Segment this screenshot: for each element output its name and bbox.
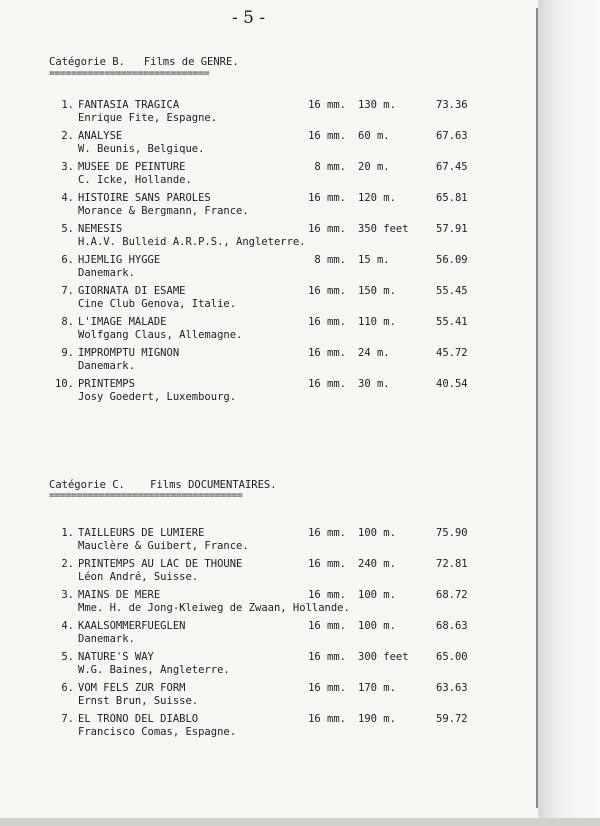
entry-number: 4. bbox=[61, 620, 74, 632]
entry-number: 2. bbox=[61, 130, 74, 142]
film-title: KAALSOMMERFUEGLEN bbox=[78, 620, 186, 632]
film-author: W.G. Baines, Angleterre. bbox=[78, 664, 230, 676]
film-length: 20 m. bbox=[358, 161, 390, 173]
film-title: PRINTEMPS AU LAC DE THOUNE bbox=[78, 558, 243, 570]
category-b-heading: Catégorie B. Films de GENRE. bbox=[49, 56, 239, 68]
film-entry bbox=[52, 589, 492, 619]
entry-number: 9. bbox=[61, 347, 74, 359]
page-margin-shadow bbox=[538, 0, 600, 826]
film-score: 63.63 bbox=[436, 682, 468, 694]
film-author: Ernst Brun, Suisse. bbox=[78, 695, 199, 707]
film-title: IMPROMPTU MIGNON bbox=[78, 347, 180, 359]
film-entry bbox=[52, 558, 492, 588]
entry-number: 6. bbox=[61, 254, 74, 266]
page-number: - 5 - bbox=[232, 8, 266, 28]
film-score: 45.72 bbox=[436, 347, 468, 359]
film-author: H.A.V. Bulleid A.R.P.S., Angleterre. bbox=[78, 236, 306, 248]
film-title: TAILLEURS DE LUMIERE bbox=[78, 527, 205, 539]
film-author: Cine Club Genova, Italie. bbox=[78, 298, 237, 310]
film-format: 16 mm. bbox=[308, 682, 346, 694]
film-entry bbox=[52, 99, 492, 129]
entry-number: 5. bbox=[61, 651, 74, 663]
entry-number: 2. bbox=[61, 558, 74, 570]
film-length: 190 m. bbox=[358, 713, 396, 725]
film-author: Wolfgang Claus, Allemagne. bbox=[78, 329, 243, 341]
film-title: NATURE'S WAY bbox=[78, 651, 154, 663]
film-length: 24 m. bbox=[358, 347, 390, 359]
film-format: 16 mm. bbox=[308, 620, 346, 632]
film-author: C. Icke, Hollande. bbox=[78, 174, 192, 186]
film-format: 16 mm. bbox=[308, 589, 346, 601]
category-c-heading: Catégorie C. Films DOCUMENTAIRES. bbox=[49, 479, 277, 491]
film-score: 67.63 bbox=[436, 130, 468, 142]
film-author: Mme. H. de Jong-Kleiweg de Zwaan, Hollande. bbox=[78, 602, 350, 614]
film-format: 16 mm. bbox=[308, 347, 346, 359]
entry-number: 1. bbox=[61, 99, 74, 111]
film-length: 240 m. bbox=[358, 558, 396, 570]
film-format: 16 mm. bbox=[308, 130, 346, 142]
page-bottom-edge bbox=[0, 818, 600, 826]
film-author: Josy Goedert, Luxembourg. bbox=[78, 391, 237, 403]
film-format: 16 mm. bbox=[308, 527, 346, 539]
film-author: Léon André, Suisse. bbox=[78, 571, 199, 583]
film-entry bbox=[52, 161, 492, 191]
film-entry bbox=[52, 347, 492, 377]
entry-number: 10. bbox=[55, 378, 74, 390]
film-title: MAINS DE MERE bbox=[78, 589, 161, 601]
film-score: 65.00 bbox=[436, 651, 468, 663]
film-format: 16 mm. bbox=[308, 192, 346, 204]
film-score: 40.54 bbox=[436, 378, 468, 390]
film-length: 100 m. bbox=[358, 620, 396, 632]
film-author: Enrique Fite, Espagne. bbox=[78, 112, 218, 124]
category-b-underline: ============================= bbox=[49, 68, 210, 79]
film-author: W. Beunis, Belgique. bbox=[78, 143, 205, 155]
film-author: Francisco Comas, Espagne. bbox=[78, 726, 237, 738]
film-score: 57.91 bbox=[436, 223, 468, 235]
film-length: 350 feet bbox=[358, 223, 409, 235]
film-format: 16 mm. bbox=[308, 285, 346, 297]
film-length: 300 feet bbox=[358, 651, 409, 663]
page-edge-line bbox=[536, 8, 538, 808]
film-entry bbox=[52, 223, 492, 253]
film-format: 16 mm. bbox=[308, 223, 346, 235]
film-format: 16 mm. bbox=[308, 99, 346, 111]
film-score: 75.90 bbox=[436, 527, 468, 539]
film-title: GIORNATA DI ESAME bbox=[78, 285, 186, 297]
film-score: 72.81 bbox=[436, 558, 468, 570]
film-score: 56.09 bbox=[436, 254, 468, 266]
film-author: Morance & Bergmann, France. bbox=[78, 205, 249, 217]
film-entry bbox=[52, 254, 492, 284]
film-title: HJEMLIG HYGGE bbox=[78, 254, 161, 266]
film-entry bbox=[52, 620, 492, 650]
film-length: 15 m. bbox=[358, 254, 390, 266]
film-length: 100 m. bbox=[358, 527, 396, 539]
film-score: 68.63 bbox=[436, 620, 468, 632]
film-author: Danemark. bbox=[78, 360, 135, 372]
film-score: 59.72 bbox=[436, 713, 468, 725]
film-author: Danemark. bbox=[78, 267, 135, 279]
film-format: 16 mm. bbox=[308, 558, 346, 570]
entry-number: 6. bbox=[61, 682, 74, 694]
film-score: 68.72 bbox=[436, 589, 468, 601]
film-length: 150 m. bbox=[358, 285, 396, 297]
film-format: 16 mm. bbox=[308, 316, 346, 328]
entry-number: 8. bbox=[61, 316, 74, 328]
film-title: MUSEE DE PEINTURE bbox=[78, 161, 186, 173]
film-score: 73.36 bbox=[436, 99, 468, 111]
film-score: 55.41 bbox=[436, 316, 468, 328]
film-title: L'IMAGE MALADE bbox=[78, 316, 167, 328]
entry-number: 7. bbox=[61, 713, 74, 725]
entry-number: 3. bbox=[61, 161, 74, 173]
film-length: 100 m. bbox=[358, 589, 396, 601]
film-entry bbox=[52, 651, 492, 681]
film-length: 60 m. bbox=[358, 130, 390, 142]
film-entry bbox=[52, 378, 492, 408]
film-title: ANALYSE bbox=[78, 130, 123, 142]
entry-number: 4. bbox=[61, 192, 74, 204]
entry-number: 5. bbox=[61, 223, 74, 235]
category-c-underline: =================================== bbox=[49, 490, 243, 501]
film-title: NEMESIS bbox=[78, 223, 123, 235]
film-entry bbox=[52, 192, 492, 222]
film-format: 8 mm. bbox=[314, 161, 346, 173]
film-author: Mauclère & Guibert, France. bbox=[78, 540, 249, 552]
film-entry bbox=[52, 285, 492, 315]
film-score: 65.81 bbox=[436, 192, 468, 204]
film-score: 55.45 bbox=[436, 285, 468, 297]
film-entry bbox=[52, 527, 492, 557]
film-entry bbox=[52, 682, 492, 712]
film-format: 16 mm. bbox=[308, 378, 346, 390]
film-title: PRINTEMPS bbox=[78, 378, 135, 390]
film-title: HISTOIRE SANS PAROLES bbox=[78, 192, 211, 204]
film-score: 67.45 bbox=[436, 161, 468, 173]
film-length: 110 m. bbox=[358, 316, 396, 328]
film-length: 130 m. bbox=[358, 99, 396, 111]
film-title: EL TRONO DEL DIABLO bbox=[78, 713, 199, 725]
film-format: 16 mm. bbox=[308, 651, 346, 663]
entry-number: 7. bbox=[61, 285, 74, 297]
film-entry bbox=[52, 130, 492, 160]
film-format: 16 mm. bbox=[308, 713, 346, 725]
film-author: Danemark. bbox=[78, 633, 135, 645]
film-entry bbox=[52, 316, 492, 346]
entry-number: 3. bbox=[61, 589, 74, 601]
film-length: 170 m. bbox=[358, 682, 396, 694]
film-format: 8 mm. bbox=[314, 254, 346, 266]
film-title: VOM FELS ZUR FORM bbox=[78, 682, 186, 694]
film-entry bbox=[52, 713, 492, 743]
film-length: 30 m. bbox=[358, 378, 390, 390]
film-length: 120 m. bbox=[358, 192, 396, 204]
film-title: FANTASIA TRAGICA bbox=[78, 99, 180, 111]
entry-number: 1. bbox=[61, 527, 74, 539]
